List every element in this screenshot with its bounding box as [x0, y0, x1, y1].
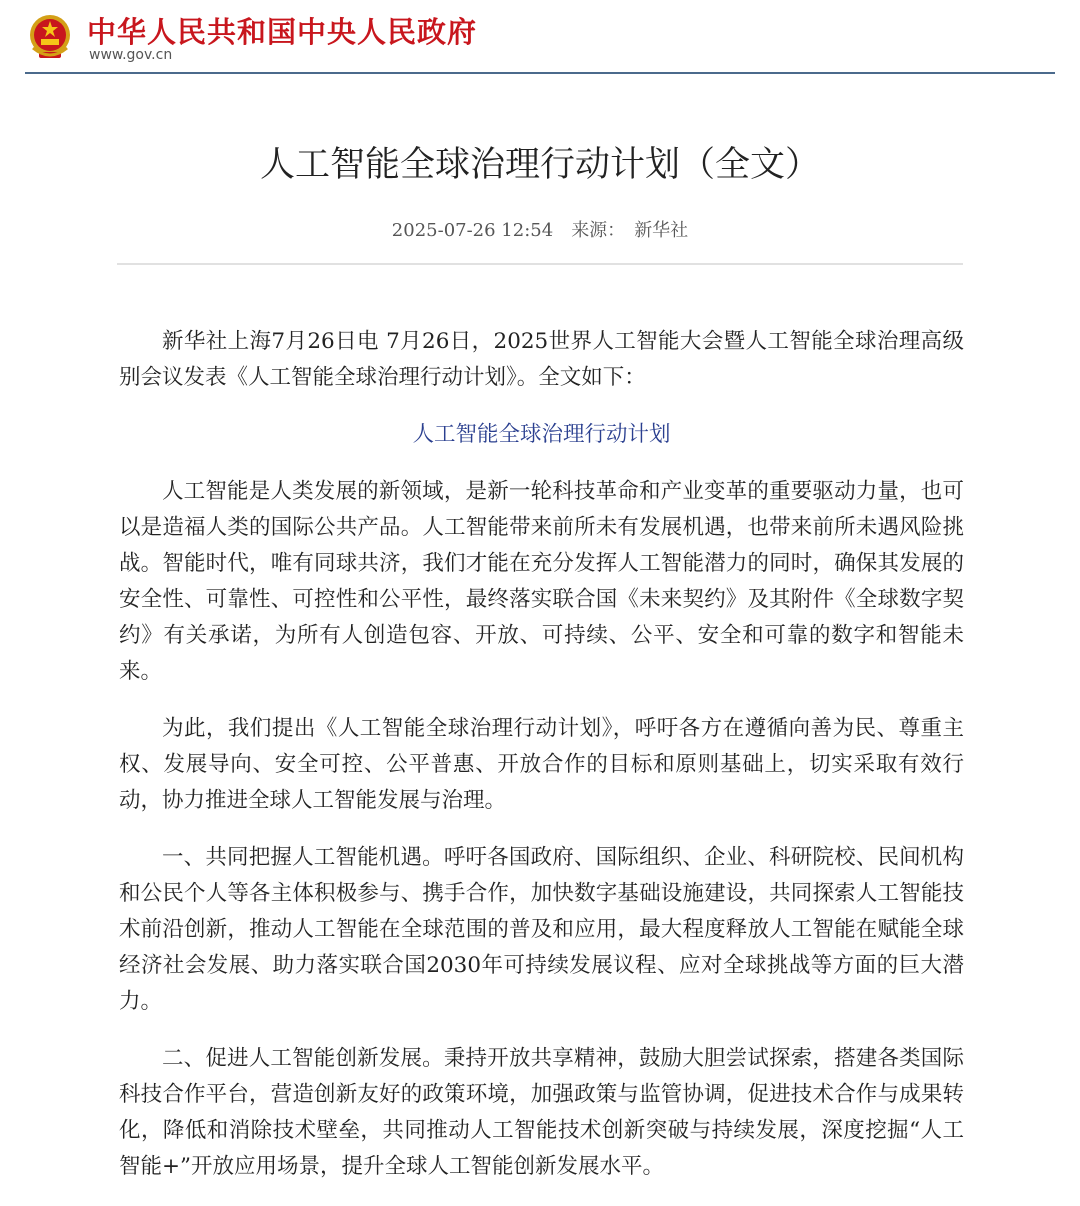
paragraph-point-1: 一、共同把握人工智能机遇。呼吁各国政府、国际组织、企业、科研院校、民间机构和公民个人等各主体积极参与、携手合作，加快数字基础设施建设，共同探索人工智能技术前沿创新，推动人工智能在全球范围的普及和应用，最大程度释放人工智能在赋能全球经济社会发展、助力落实联合国2030年可持续发展议程、应对全球挑战等方面的巨大潜力。: [119, 845, 964, 1014]
article-source: 新华社: [634, 220, 689, 241]
article-subheading: 人工智能全球治理行动计划: [412, 422, 671, 447]
article-body: [119, 324, 964, 1206]
article-meta: [0, 216, 1080, 242]
article-title: 人工智能全球治理行动计划（全文）: [259, 145, 820, 185]
meta-divider: [117, 263, 963, 265]
paragraph-point-2: 二、促进人工智能创新发展。秉持开放共享精神，鼓励大胆尝试探索，搭建各类国际科技合作平台，营造创新友好的政策环境，加强政策与监管协调，促进技术合作与成果转化，降低和消除技术壁垒，共同推动人工智能技术创新突破与持续发展，深度挖掘“人工智能+”开放应用场景，提升全球人工智能创新发展水平。: [119, 1046, 964, 1179]
site-url[interactable]: www.gov.cn: [89, 47, 173, 63]
national-emblem-icon[interactable]: [27, 12, 73, 62]
paragraph-lead: 新华社上海7月26日电 7月26日，2025世界人工智能大会暨人工智能全球治理高级别会议发表《人工智能全球治理行动计划》。全文如下：: [119, 329, 964, 390]
site-header: [0, 0, 1080, 76]
paragraph-purpose: 为此，我们提出《人工智能全球治理行动计划》，呼吁各方在遵循向善为民、尊重主权、发展导向、安全可控、公平普惠、开放合作的目标和原则基础上，切实采取有效行动，协力推进全球人工智能发展与治理。: [119, 716, 964, 813]
source-label: 来源：: [571, 220, 626, 241]
site-name[interactable]: 中华人民共和国中央人民政府: [87, 15, 478, 49]
header-divider: [25, 72, 1055, 74]
paragraph-intro: 人工智能是人类发展的新领域，是新一轮科技革命和产业变革的重要驱动力量，也可以是造福人类的国际公共产品。人工智能带来前所未有发展机遇，也带来前所未遇风险挑战。智能时代，唯有同球共济，我们才能在充分发挥人工智能潜力的同时，确保其发展的安全性、可靠性、可控性和公平性，最终落实联合国《未来契约》及其附件《全球数字契约》有关承诺，为所有人创造包容、开放、可持续、公平、安全和可靠的数字和智能未来。: [119, 479, 964, 684]
article-datetime: 2025-07-26 12:54: [391, 220, 554, 241]
